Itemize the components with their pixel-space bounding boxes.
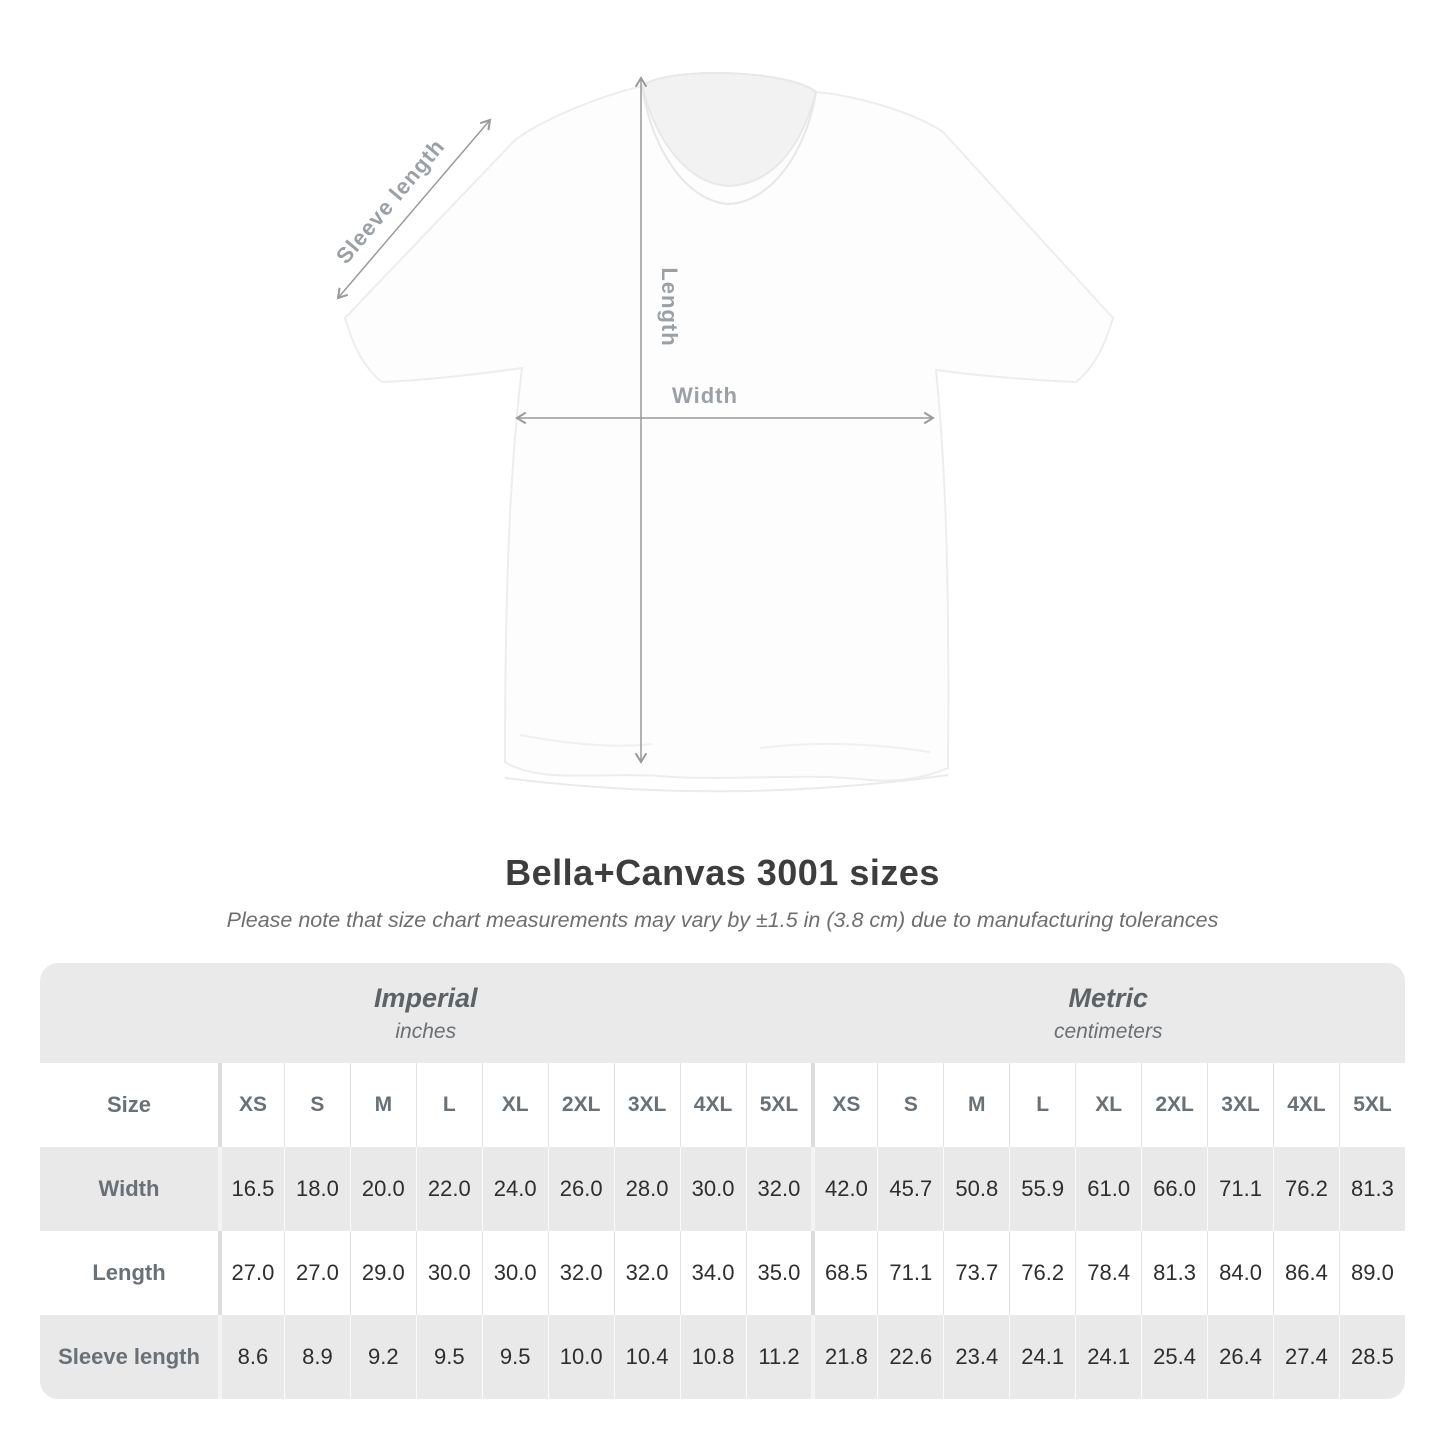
page-title: Bella+Canvas 3001 sizes — [505, 852, 940, 893]
size-col-header: 3XL — [614, 1063, 680, 1147]
heading-block — [0, 852, 1445, 933]
measure-value: 50.8 — [943, 1147, 1009, 1231]
measure-value: 16.5 — [218, 1147, 284, 1231]
size-col-header: XL — [482, 1063, 548, 1147]
size-col-header: 2XL — [1141, 1063, 1207, 1147]
measure-value: 18.0 — [284, 1147, 350, 1231]
size-col-header: 5XL — [1339, 1063, 1405, 1147]
measure-value: 61.0 — [1075, 1147, 1141, 1231]
tolerance-note: Please note that size chart measurements may vary by ±1.5 in (3.8 cm) due to manufacturing tolerances — [226, 908, 1219, 932]
measure-value: 34.0 — [680, 1231, 746, 1315]
measure-value: 29.0 — [350, 1231, 416, 1315]
measure-value: 9.5 — [482, 1315, 548, 1399]
size-corner-label: Size — [40, 1063, 218, 1147]
size-col-header: 5XL — [746, 1063, 812, 1147]
row-label: Width — [40, 1147, 218, 1231]
measure-value: 21.8 — [811, 1315, 877, 1399]
measure-value: 28.5 — [1339, 1315, 1405, 1399]
size-table — [40, 963, 1405, 1399]
row-label: Length — [40, 1231, 218, 1315]
measure-value: 8.6 — [218, 1315, 284, 1399]
measure-value: 30.0 — [416, 1231, 482, 1315]
width-label: Width — [672, 383, 738, 408]
measure-value: 42.0 — [811, 1147, 877, 1231]
row-label: Sleeve length — [40, 1315, 218, 1399]
unit-group-label: Imperial — [373, 982, 478, 1013]
measure-value: 20.0 — [350, 1147, 416, 1231]
size-col-header: XS — [811, 1063, 877, 1147]
unit-group-metric — [811, 963, 1405, 1063]
size-col-header: 4XL — [680, 1063, 746, 1147]
measure-value: 35.0 — [746, 1231, 812, 1315]
measure-value: 9.5 — [416, 1315, 482, 1399]
measure-value: 22.6 — [877, 1315, 943, 1399]
size-col-header: 4XL — [1273, 1063, 1339, 1147]
measure-value: 66.0 — [1141, 1147, 1207, 1231]
size-col-header: 3XL — [1207, 1063, 1273, 1147]
size-col-header: M — [350, 1063, 416, 1147]
unit-group-imperial — [40, 963, 811, 1063]
t-shirt-photo — [345, 73, 1113, 791]
measure-value: 27.0 — [218, 1231, 284, 1315]
measure-value: 86.4 — [1273, 1231, 1339, 1315]
measure-value: 32.0 — [614, 1231, 680, 1315]
measure-value: 32.0 — [548, 1231, 614, 1315]
measure-value: 8.9 — [284, 1315, 350, 1399]
measure-row — [40, 1315, 1405, 1399]
size-col-header: XS — [218, 1063, 284, 1147]
measure-value: 68.5 — [811, 1231, 877, 1315]
measure-value: 30.0 — [482, 1231, 548, 1315]
measure-row — [40, 1231, 1405, 1315]
measure-value: 32.0 — [746, 1147, 812, 1231]
size-col-header: S — [284, 1063, 350, 1147]
unit-group-label: Metric — [1068, 982, 1148, 1013]
measure-value: 9.2 — [350, 1315, 416, 1399]
size-col-header: S — [877, 1063, 943, 1147]
measure-value: 10.0 — [548, 1315, 614, 1399]
measure-value: 11.2 — [746, 1315, 812, 1399]
measure-row — [40, 1147, 1405, 1231]
measure-value: 10.4 — [614, 1315, 680, 1399]
measure-value: 28.0 — [614, 1147, 680, 1231]
measure-value: 27.0 — [284, 1231, 350, 1315]
unit-group-sublabel: centimeters — [1053, 1019, 1163, 1043]
measure-value: 81.3 — [1141, 1231, 1207, 1315]
measure-value: 25.4 — [1141, 1315, 1207, 1399]
measure-value: 45.7 — [877, 1147, 943, 1231]
size-col-header: 2XL — [548, 1063, 614, 1147]
measure-value: 84.0 — [1207, 1231, 1273, 1315]
size-col-header: XL — [1075, 1063, 1141, 1147]
measure-value: 89.0 — [1339, 1231, 1405, 1315]
size-header-row — [40, 1063, 1405, 1147]
sleeve-length-label: Sleeve length — [330, 133, 450, 269]
measure-value: 24.1 — [1009, 1315, 1075, 1399]
length-label: Length — [657, 267, 682, 347]
measure-value: 55.9 — [1009, 1147, 1075, 1231]
unit-group-row — [40, 963, 1405, 1063]
measure-value: 27.4 — [1273, 1315, 1339, 1399]
measure-value: 78.4 — [1075, 1231, 1141, 1315]
size-col-header: L — [1009, 1063, 1075, 1147]
measure-value: 30.0 — [680, 1147, 746, 1231]
measure-value: 26.4 — [1207, 1315, 1273, 1399]
measure-value: 76.2 — [1009, 1231, 1075, 1315]
size-col-header: L — [416, 1063, 482, 1147]
measure-value: 71.1 — [877, 1231, 943, 1315]
measure-value: 23.4 — [943, 1315, 1009, 1399]
measure-value: 81.3 — [1339, 1147, 1405, 1231]
measure-value: 10.8 — [680, 1315, 746, 1399]
measure-value: 76.2 — [1273, 1147, 1339, 1231]
size-col-header: M — [943, 1063, 1009, 1147]
size-table-container — [40, 963, 1405, 1399]
unit-group-sublabel: inches — [395, 1019, 457, 1043]
measure-value: 24.0 — [482, 1147, 548, 1231]
measure-value: 24.1 — [1075, 1315, 1141, 1399]
measure-value: 26.0 — [548, 1147, 614, 1231]
measure-value: 73.7 — [943, 1231, 1009, 1315]
measure-value: 22.0 — [416, 1147, 482, 1231]
measure-value: 71.1 — [1207, 1147, 1273, 1231]
